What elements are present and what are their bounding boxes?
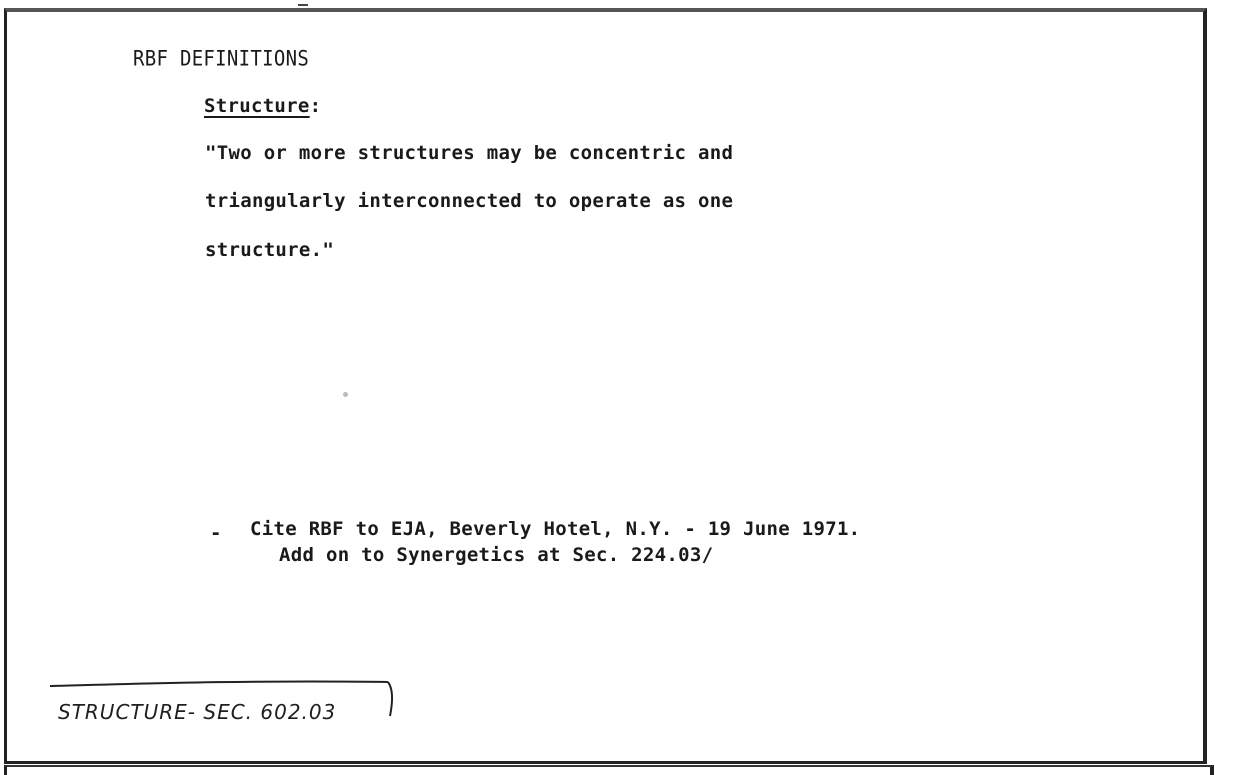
handwritten-bracket-stroke bbox=[388, 682, 392, 716]
definition-term bbox=[204, 95, 321, 117]
handwritten-note-text: STRUCTURE- SEC. 602.03 bbox=[58, 700, 337, 724]
definition-term-colon: : bbox=[309, 95, 322, 117]
paper-speck bbox=[343, 392, 348, 397]
quote-line-1: "Two or more structures may be concentric and bbox=[205, 142, 734, 164]
card-top-mark bbox=[298, 0, 308, 6]
quote-line-3: structure." bbox=[205, 239, 335, 261]
citation-line-2: Add on to Synergetics at Sec. 224.03/ bbox=[279, 544, 714, 566]
index-card bbox=[4, 8, 1207, 764]
handwritten-underline-stroke bbox=[50, 681, 388, 686]
definition-term-word: Structure bbox=[204, 95, 310, 117]
quote-line-2: triangularly interconnected to operate as one bbox=[205, 190, 734, 212]
citation-dash: - bbox=[210, 522, 222, 544]
next-card-edge bbox=[4, 765, 1214, 775]
citation-line-1: Cite RBF to EJA, Beverly Hotel, N.Y. - 19 June 1971. bbox=[250, 518, 861, 540]
handwritten-note bbox=[48, 670, 408, 740]
card-heading: RBF DEFINITIONS bbox=[133, 47, 310, 72]
